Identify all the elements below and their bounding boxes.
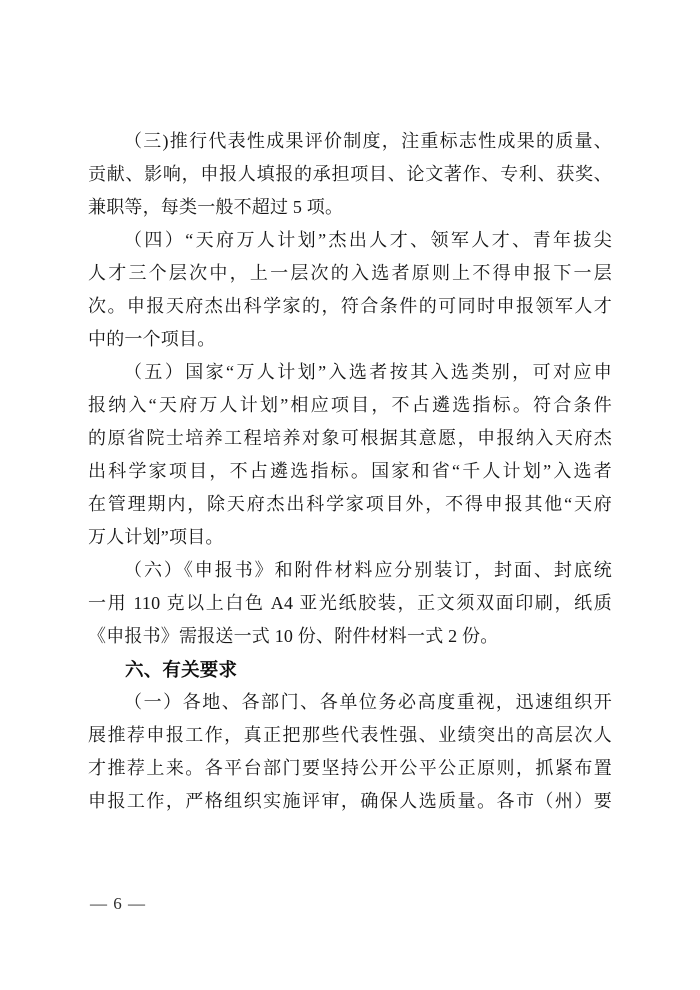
text-line: （一）各地、各部门、各单位务必高度重视，迅速组织开 bbox=[124, 692, 612, 712]
text-line: 兼职等，每类一般不超过 5 项。 bbox=[88, 197, 344, 217]
document-body bbox=[88, 125, 612, 818]
text-line: 人才三个层次中，上一层次的入选者原则上不得申报下一层 bbox=[88, 263, 612, 283]
text-line: 报纳入“天府万人计划”相应项目，不占遴选指标。符合条件 bbox=[88, 395, 612, 415]
text-line: 的原省院士培养工程培养对象可根据其意愿，申报纳入天府杰 bbox=[88, 428, 612, 448]
text-line: 才推荐上来。各平台部门要坚持公开公平公正原则，抓紧布置 bbox=[88, 758, 612, 778]
text-line: （六）《申报书》和附件材料应分别装订，封面、封底统 bbox=[124, 560, 612, 580]
text-line: 申报工作，严格组织实施评审，确保人选质量。各市（州）要 bbox=[88, 791, 612, 811]
text-line: 中的一个项目。 bbox=[88, 329, 216, 349]
text-line: 在管理期内，除天府杰出科学家项目外，不得申报其他“天府 bbox=[88, 494, 612, 514]
text-line: 次。申报天府杰出科学家的，符合条件的可同时申报领军人才 bbox=[88, 296, 612, 316]
page-number: — 6 — bbox=[90, 894, 146, 913]
text-line: 《申报书》需报送一式 10 份、附件材料一式 2 份。 bbox=[88, 626, 499, 646]
text-line: （五）国家“万人计划”入选者按其入选类别，可对应申 bbox=[124, 362, 612, 382]
text-line: （四）“天府万人计划”杰出人才、领军人才、青年拔尖 bbox=[124, 230, 612, 250]
text-line: （三)推行代表性成果评价制度，注重标志性成果的质量、 bbox=[124, 131, 612, 151]
text-line: 出科学家项目，不占遴选指标。国家和省“千人计划”入选者 bbox=[88, 461, 612, 481]
text-line: 贡献、影响，申报人填报的承担项目、论文著作、专利、获奖、 bbox=[88, 164, 612, 184]
text-line: 展推荐申报工作，真正把那些代表性强、业绩突出的高层次人 bbox=[88, 725, 612, 745]
text-line: 万人计划”项目。 bbox=[88, 527, 224, 547]
text-line: 一用 110 克以上白色 A4 亚光纸胶装，正文须双面印刷，纸质 bbox=[88, 593, 612, 613]
section-heading: 六、有关要求 bbox=[125, 659, 238, 680]
